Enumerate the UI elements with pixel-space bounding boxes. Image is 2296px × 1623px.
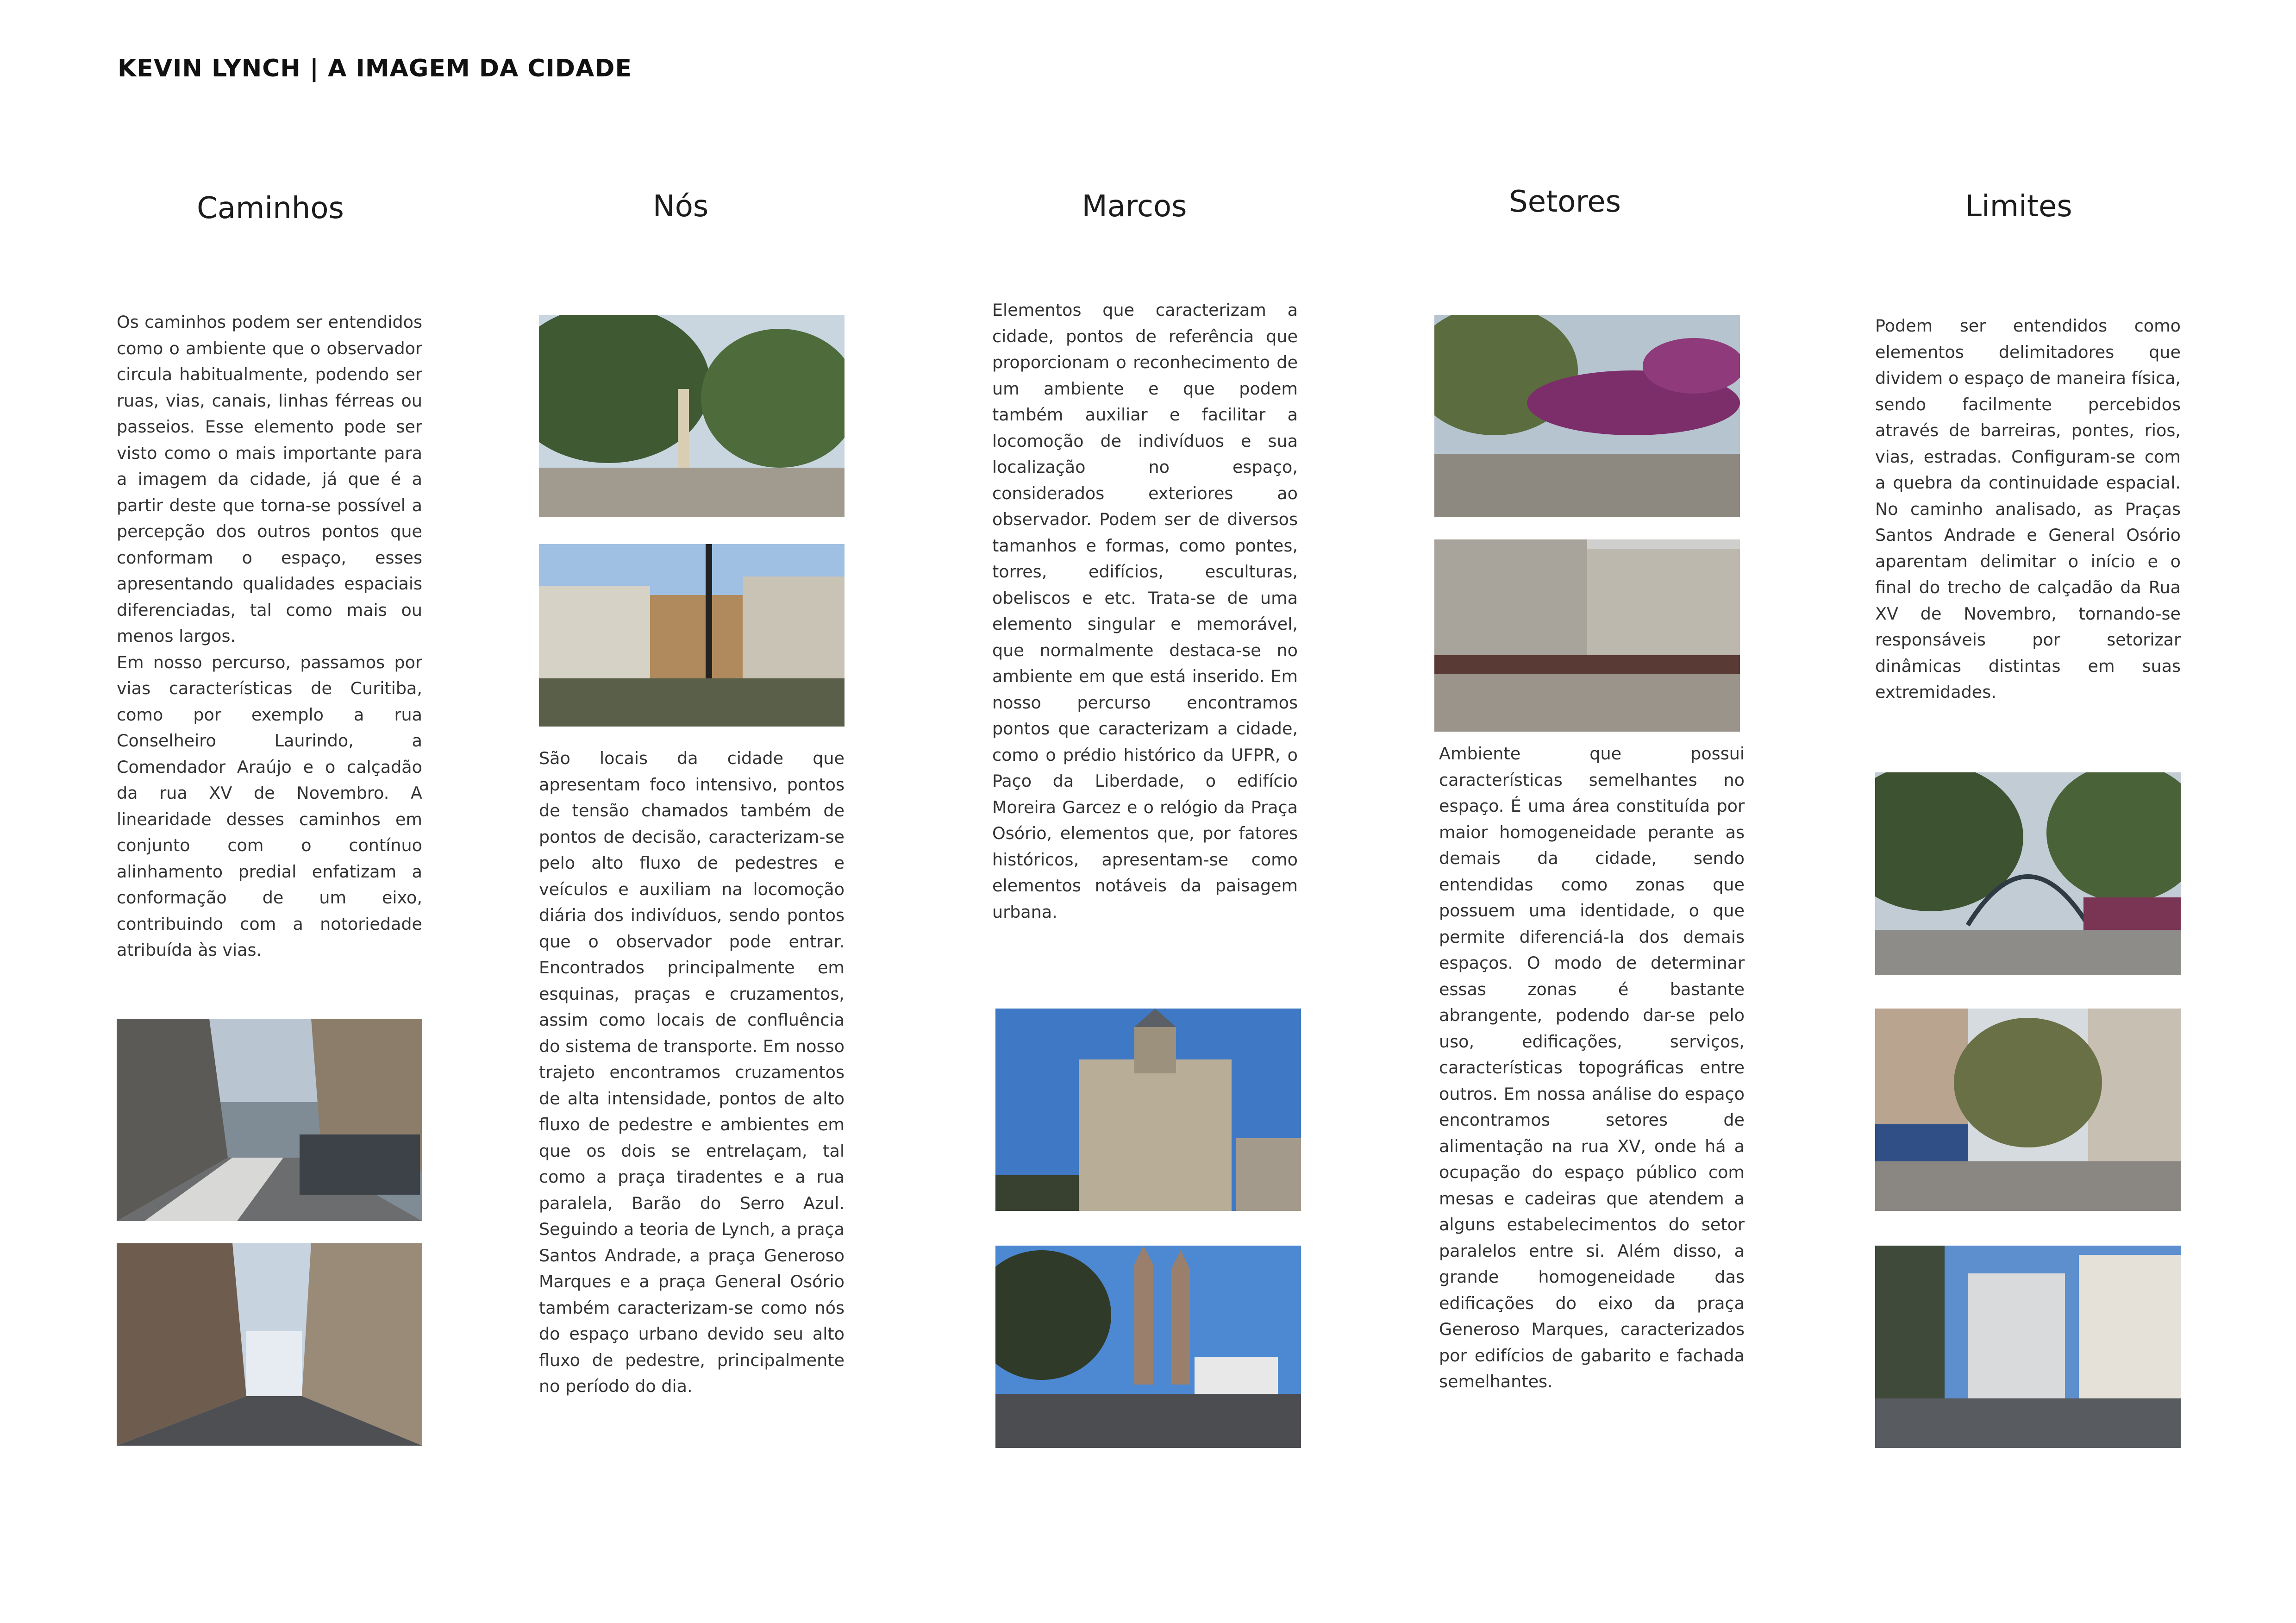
- column-title-nos: Nós: [652, 189, 709, 224]
- photo-park-arch: [1875, 772, 2181, 975]
- column-title-setores: Setores: [1509, 185, 1621, 219]
- photo-pedestrian-mall: [1875, 1009, 2181, 1211]
- photo-commercial-street: [1434, 539, 1740, 732]
- column-title-caminhos: Caminhos: [197, 191, 344, 226]
- text-setores: [1439, 741, 1745, 1395]
- photo-square-monument: [539, 544, 845, 727]
- photo-historic-building: [995, 1009, 1301, 1211]
- paragraph: Em nosso percurso, passamos por vias características de Curitiba, como por exemplo a rua Conselheiro Laurindo, a Comendador Araújo e o calçadão da rua XV de Novembro. A linearidade desses caminhos em conjunto com o contínuo alinhamento predial enfatizam a conformação de um eixo, contribuindo com a notoriedade atribuída às vias.: [117, 652, 422, 960]
- page-header: KEVIN LYNCH | A IMAGEM DA CIDADE: [118, 55, 632, 82]
- paragraph: Elementos que caracterizam a cidade, pontos de referência que proporcionam o reconhecimento de um ambiente e que podem também auxiliar e facilitar a locomoção de indivíduos e sua localização no espaço, considerados exteriores ao observador. Podem ser de diversos tamanhos e formas, como pontes, torres, edifícios, esculturas, obeliscos e etc. Trata-se de uma elemento singular e memorável, que normalmente destaca-se no ambiente em que está inserido. Em nosso percurso encontramos pontos que caracterizam a cidade, como o prédio histórico da UFPR, o Paço da Liberdade, o edifício Moreira Garcez e o relógio da Praça Osório, elementos que, por fatores históricos, apresentam-se como elementos notáveis da paisagem urbana.: [992, 300, 1298, 922]
- text-nos: [539, 746, 845, 1400]
- text-limites: [1875, 313, 2181, 706]
- text-caminhos: [117, 309, 422, 964]
- paragraph: Ambiente que possui características semelhantes no espaço. É uma área constituída por maior homogeneidade perante as demais da cidade, sendo entendidas como zonas que possuem uma identidade, o que permite diferenciá-la dos demais espaços. O modo de determinar essas zonas é bastante abrangente, podendo dar-se pelo uso, edificações, serviços, características topográficas entre outros. Em nossa análise do espaço encontramos setores de alimentação na rua XV, onde há a ocupação do espaço público com mesas e cadeiras que atendem a alguns estabelecimentos do setor paralelos entre si. Além disso, a grande homogeneidade das edificações do eixo da praça Generoso Marques, caracterizados por edifícios de gabarito e fachada semelhantes.: [1439, 744, 1745, 1391]
- paragraph: Os caminhos podem ser entendidos como o ambiente que o observador circula habitualmente, podendo ser ruas, vias, canais, linhas férreas ou passeios. Esse elemento pode ser visto como o mais importante para a imagem da cidade, já que é a partir deste que torna-se possível a percepção dos outros pontos que conformam o espaço, esses apresentando qualidades espaciais diferenciadas, tal como mais ou menos largos.: [117, 312, 422, 646]
- column-title-limites: Limites: [1965, 189, 2072, 224]
- photo-square-trees: [539, 315, 845, 517]
- photo-street-mosaic-sidewalk: [117, 1019, 422, 1221]
- paragraph: São locais da cidade que apresentam foco intensivo, pontos de tensão chamados também de pontos de decisão, caracterizam-se pelo alto fluxo de pedestres e veículos e auxiliam na locomoção diária dos indivíduos, sendo pontos que o observador pode entrar. Encontrados principalmente em esquinas, praças e cruzamentos, assim como locais de confluência do sistema de transporte. Em nosso trajeto encontramos cruzamentos de alta intensidade, pontos de alto fluxo de pedestre e ambientes em que os dois se entrelaçam, tal como a praça tiradentes e a rua paralela, Barão do Serro Azul. Seguindo a teoria de Lynch, a praça Santos Andrade, a praça Generoso Marques e a praça General Osório também caracterizam-se como nós do espaço urbano devido seu alto fluxo de pedestre, principalmente no período do dia.: [539, 748, 845, 1396]
- photo-university-building: [1875, 1246, 2181, 1448]
- photo-pedestrian-street: [117, 1243, 422, 1446]
- paragraph: Podem ser entendidos como elementos delimitadores que dividem o espaço de maneira física, sendo facilmente percebidos através de barreiras, pontes, rios, vias, estradas. Configuram-se com a quebra da continuidade espacial. No caminho analisado, as Praças Santos Andrade e General Osório aparentam delimitar o início e o final do trecho de calçadão da Rua XV de Novembro, tornando-se responsáveis por setorizar dinâmicas distintas em suas extremidades.: [1875, 316, 2181, 702]
- photo-outdoor-cafe-umbrellas: [1434, 315, 1740, 517]
- photo-cathedral-square: [995, 1246, 1301, 1448]
- text-marcos: [992, 297, 1298, 925]
- column-title-marcos: Marcos: [1082, 189, 1187, 224]
